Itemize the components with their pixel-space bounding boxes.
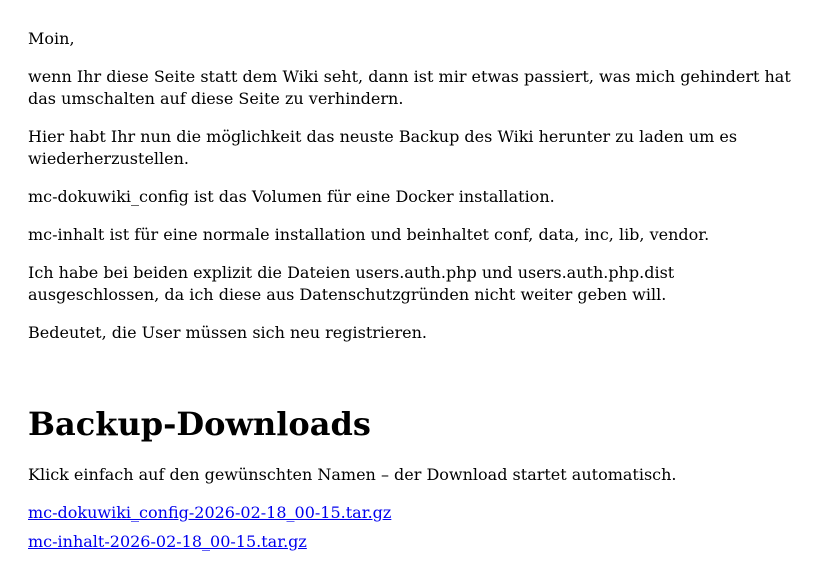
intro-paragraph: Hier habt Ihr nun die möglichkeit das neuste Backup des Wiki herunter zu laden um es wiederherzustellen. bbox=[28, 127, 738, 168]
intro-paragraph: mc-dokuwiki_config ist das Volumen für eine Docker installation. bbox=[28, 187, 555, 206]
intro-paragraph: mc-inhalt ist für eine normale installation und beinhaltet conf, data, inc, lib, vendor. bbox=[28, 225, 710, 244]
download-list bbox=[28, 502, 810, 553]
download-list-item bbox=[28, 531, 810, 553]
intro-paragraph: wenn Ihr diese Seite statt dem Wiki seht, dann ist mir etwas passiert, was mich gehindert hat das umschalten auf diese Seite zu verhindern. bbox=[28, 67, 791, 108]
greeting-text: Moin, bbox=[28, 29, 75, 48]
downloads-instruction: Klick einfach auf den gewünschten Namen – der Download startet automatisch. bbox=[28, 465, 677, 484]
intro-paragraph: Bedeutet, die User müssen sich neu registrieren. bbox=[28, 323, 428, 342]
intro-paragraph: Ich habe bei beiden explizit die Dateien users.auth.php und users.auth.php.dist ausgeschlossen, da ich diese aus Datenschutzgründen nicht weiter geben will. bbox=[28, 263, 675, 304]
download-link-inhalt[interactable]: mc-inhalt-2026-02-18_00-15.tar.gz bbox=[28, 532, 307, 551]
download-list-item bbox=[28, 502, 810, 524]
downloads-heading: Backup-Downloads bbox=[28, 405, 371, 443]
download-link-dokuwiki-config[interactable]: mc-dokuwiki_config-2026-02-18_00-15.tar.gz bbox=[28, 503, 392, 522]
section-spacer bbox=[28, 360, 810, 404]
